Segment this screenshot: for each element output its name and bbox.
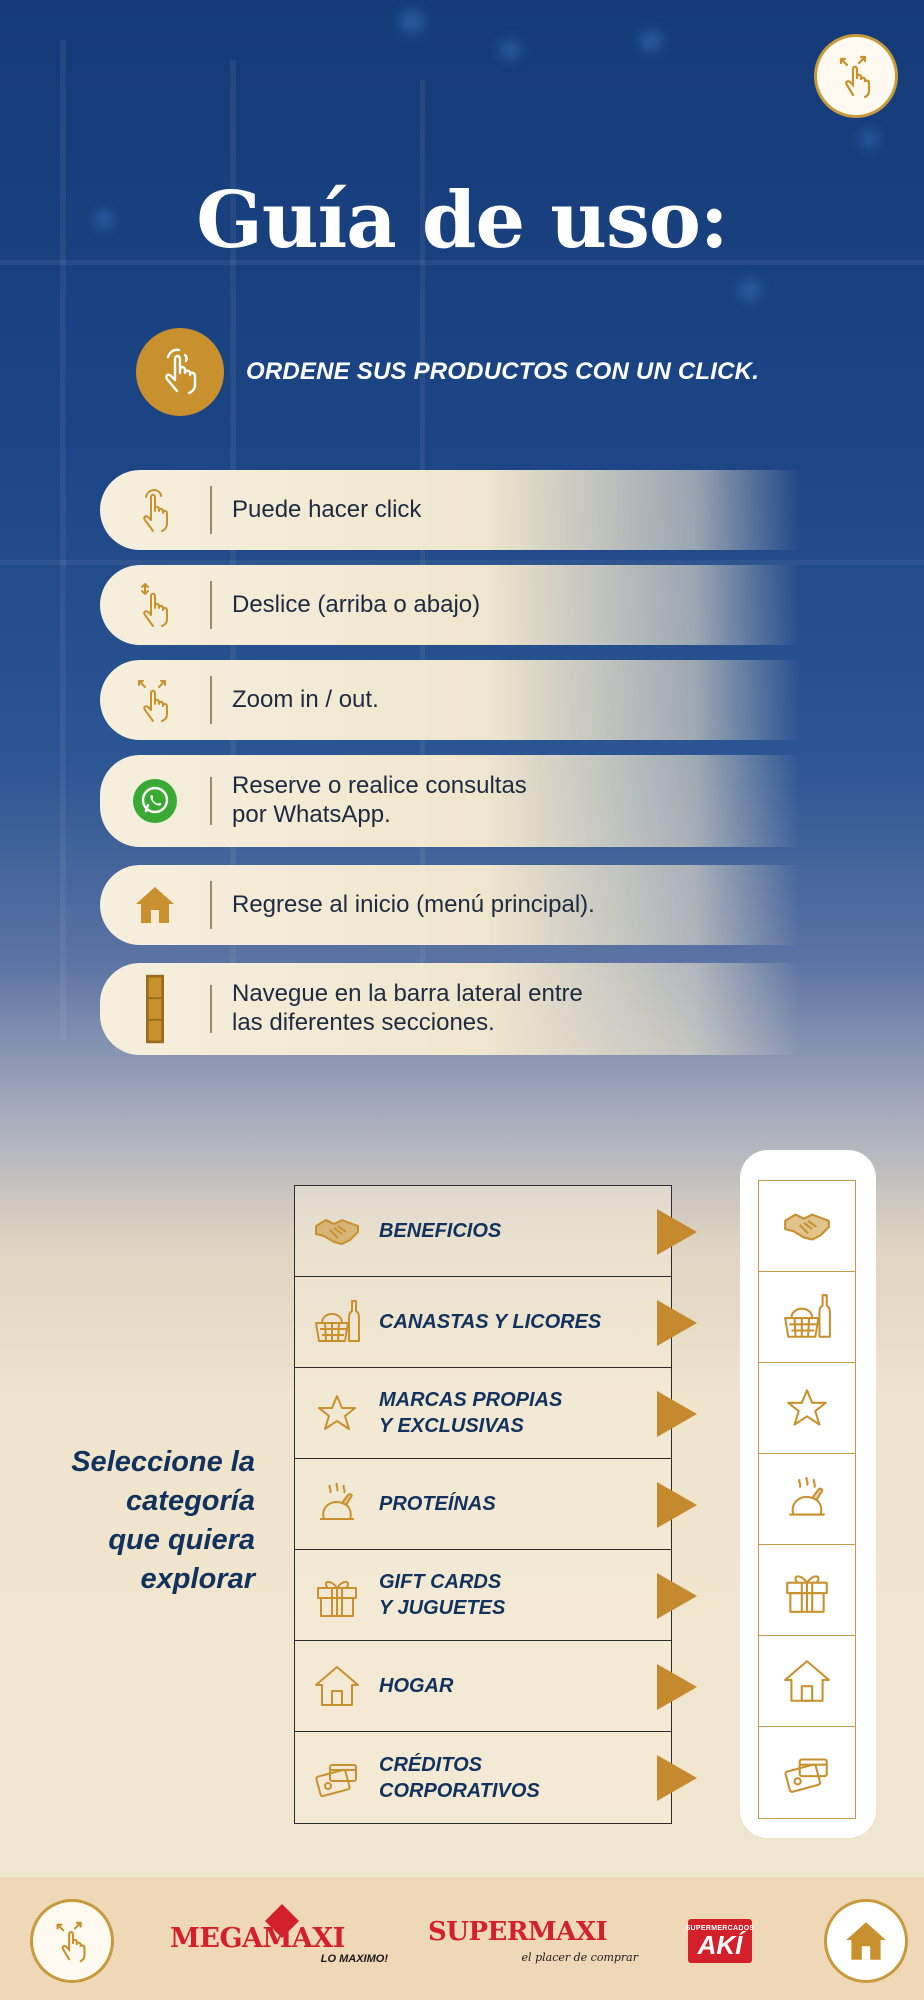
guide-text: Reserve o realice consultas por WhatsApp. xyxy=(232,772,527,828)
category-label: BENEFICIOS xyxy=(379,1220,502,1242)
separator xyxy=(210,777,212,825)
sidebar-item-marcas[interactable] xyxy=(759,1363,855,1454)
category-label: CRÉDITOS CORPORATIVOS xyxy=(379,1753,540,1802)
home-icon xyxy=(132,882,178,928)
guide-row-whatsapp xyxy=(100,755,800,847)
zoom-gesture-button[interactable] xyxy=(30,1899,114,1983)
guide-text: Deslice (arriba o abajo) xyxy=(232,590,481,618)
intro-banner xyxy=(136,328,759,416)
category-proteinas[interactable] xyxy=(295,1459,671,1550)
guide-row-sidebar xyxy=(100,963,800,1055)
pinch-zoom-hand-icon xyxy=(831,51,881,101)
arrow-right-icon[interactable] xyxy=(657,1391,697,1437)
sidebar-item-creditos[interactable] xyxy=(759,1727,855,1818)
credit-card-icon xyxy=(312,1753,362,1803)
house-icon xyxy=(312,1661,362,1711)
category-label: HOGAR xyxy=(379,1675,454,1697)
arrow-right-icon[interactable] xyxy=(657,1755,697,1801)
swipe-hand-icon xyxy=(135,582,175,628)
tap-hand-icon xyxy=(135,487,175,533)
category-label: CANASTAS Y LICORES xyxy=(379,1311,602,1333)
arrow-right-icon[interactable] xyxy=(657,1664,697,1710)
sidebar-preview xyxy=(740,1150,876,1838)
aki-logo[interactable]: SUPERMERCADOS AKÍ xyxy=(688,1919,752,1963)
whatsapp-icon xyxy=(132,778,178,824)
separator xyxy=(210,985,212,1033)
megamaxi-logo[interactable]: MEGAMAXI LO MAXIMO! xyxy=(170,1915,390,1971)
separator xyxy=(210,581,212,629)
supermaxi-logo[interactable]: SUPERMAXI el placer de comprar xyxy=(428,1917,638,1964)
category-list xyxy=(294,1185,672,1824)
basket-bottle-icon xyxy=(781,1291,833,1343)
footer-bar xyxy=(0,1877,924,2000)
guide-row-home xyxy=(100,865,800,945)
pinch-zoom-hand-icon xyxy=(48,1917,96,1965)
home-button[interactable] xyxy=(824,1899,908,1983)
arrow-right-icon[interactable] xyxy=(657,1209,697,1255)
roast-chicken-icon xyxy=(312,1479,362,1529)
separator xyxy=(210,881,212,929)
category-label: PROTEÍNAS xyxy=(379,1493,496,1515)
intro-text: ORDENE SUS PRODUCTOS CON UN CLICK. xyxy=(246,358,760,385)
sidebar-item-beneficios[interactable] xyxy=(759,1181,855,1272)
house-icon xyxy=(781,1655,833,1707)
category-label: GIFT CARDS Y JUGUETES xyxy=(379,1571,506,1619)
gift-icon xyxy=(312,1570,362,1620)
roast-chicken-icon xyxy=(781,1473,833,1525)
sidebar-item-hogar[interactable] xyxy=(759,1636,855,1727)
category-creditos-corporativos[interactable] xyxy=(295,1732,671,1823)
guide-text: Zoom in / out. xyxy=(232,685,379,713)
separator xyxy=(210,676,212,724)
gift-icon xyxy=(781,1564,833,1616)
basket-bottle-icon xyxy=(312,1297,362,1347)
select-category-label: Seleccione la categoría que quiera explorar xyxy=(71,1446,255,1596)
zoom-gesture-button[interactable] xyxy=(814,34,898,118)
category-beneficios[interactable] xyxy=(295,1186,671,1277)
handshake-icon xyxy=(312,1206,362,1256)
guide-row-zoom xyxy=(100,660,800,740)
sidebar-item-proteinas[interactable] xyxy=(759,1454,855,1545)
category-label: MARCAS PROPIAS Y EXCLUSIVAS xyxy=(379,1389,563,1437)
intro-icon-circle xyxy=(136,328,224,416)
arrow-right-icon[interactable] xyxy=(657,1482,697,1528)
home-icon xyxy=(842,1917,890,1965)
category-hogar[interactable] xyxy=(295,1641,671,1732)
category-marcas-propias[interactable] xyxy=(295,1368,671,1459)
guide-text: Puede hacer click xyxy=(232,495,422,523)
sidebar-item-canastas[interactable] xyxy=(759,1272,855,1363)
pinch-zoom-hand-icon xyxy=(135,677,175,723)
star-icon xyxy=(781,1382,833,1434)
guide-row-swipe xyxy=(100,565,800,645)
star-icon xyxy=(312,1388,362,1438)
page-title: Guía de uso: xyxy=(196,175,728,266)
guide-row-click xyxy=(100,470,800,550)
arrow-right-icon[interactable] xyxy=(657,1300,697,1346)
arrow-right-icon[interactable] xyxy=(657,1573,697,1619)
handshake-icon xyxy=(781,1200,833,1252)
guide-text: Regrese al inicio (menú principal). xyxy=(232,890,595,918)
separator xyxy=(210,486,212,534)
guide-text: Navegue en la barra lateral entre las diferentes secciones. xyxy=(232,980,583,1036)
sidebar-item-gift-cards[interactable] xyxy=(759,1545,855,1636)
credit-card-icon xyxy=(781,1747,833,1799)
category-gift-cards[interactable] xyxy=(295,1550,671,1641)
category-canastas-licores[interactable] xyxy=(295,1277,671,1368)
tap-hand-icon xyxy=(153,345,207,399)
sidebar-icon xyxy=(146,971,164,1047)
